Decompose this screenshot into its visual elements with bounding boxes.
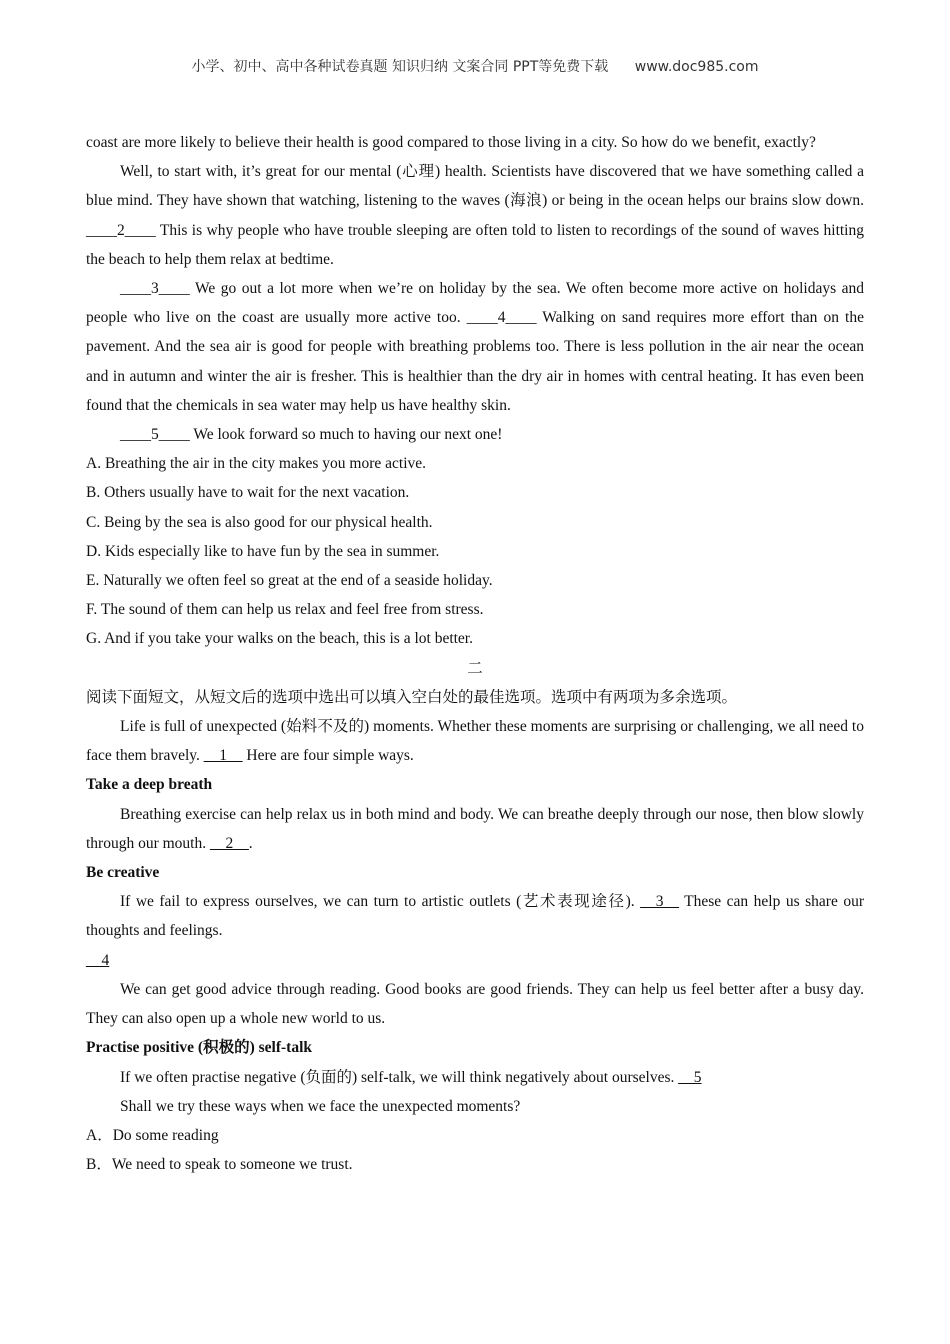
blank-3: __3__ (640, 893, 679, 911)
option-a: A. Breathing the air in the city makes you more active. (86, 455, 427, 473)
blank-5: __5 (678, 1068, 702, 1086)
option-2-b: B．We need to speak to someone we trust. (86, 1156, 353, 1174)
paragraph-breathing (86, 800, 864, 858)
header-text: 小学、初中、高中各种试卷真题 知识归纳 文案合同 PPT等免费下载 (191, 59, 609, 75)
intro-text: Life is full of unexpected (始料不及的) moments. Whether these moments are surprising or challenging, we all need to face them bravely. (86, 718, 864, 765)
blank-2: __2__ (210, 834, 249, 852)
option-c: C. Being by the sea is also good for our physical health. (86, 513, 433, 531)
heading-deep-breath: Take a deep breath (86, 776, 213, 794)
breathing-text: Breathing exercise can help relax us in both mind and body. We can breathe deeply through our nose, then blow slowly through our mouth. (86, 805, 864, 852)
breathing-text-end: . (248, 834, 253, 852)
paragraph-continued: coast are more likely to believe their health is good compared to those living in a city. So how do we benefit, exactly? (86, 134, 816, 151)
paragraph-mental-health: Well, to start with, it’s great for our mental (心理) health. Scientists have discovered that we have something called a blue mind. They have shown that watching, listening to the waves (海浪) or being in the ocean helps our brains slow down. ____2____ This is why people who have trouble sleeping are often told to listen to recordings of the sound of waves hitting the beach to help them relax at bedtime. (86, 163, 864, 268)
option-d: D. Kids especially like to have fun by the sea in summer. (86, 542, 440, 560)
heading-be-creative: Be creative (86, 864, 160, 882)
paragraph-self-talk (86, 1063, 864, 1092)
intro-text-end: Here are four simple ways. (242, 747, 414, 765)
document-body (86, 128, 864, 1179)
heading-self-talk: Practise positive (积极的) self-talk (86, 1039, 312, 1057)
header-website: www.doc985.com (634, 59, 759, 75)
section-instruction: 阅读下面短文，从短文后的选项中选出可以填入空白处的最佳选项。选项中有两项为多余选项。 (86, 688, 738, 706)
option-f: F. The sound of them can help us relax and feel free from stress. (86, 601, 484, 619)
passage-intro (86, 712, 864, 770)
paragraph-conclusion: ____5____ We look forward so much to having our next one! (120, 426, 503, 444)
page-header (0, 56, 950, 76)
paragraph-closing-question: Shall we try these ways when we face the unexpected moments? (120, 1097, 521, 1115)
blank-1: __1__ (203, 747, 243, 765)
paragraph-reading: We can get good advice through reading. Good books are good friends. They can help us feel better after a busy day. They can also open up a whole new world to us. (86, 980, 864, 1028)
creative-text-end: These can help us share our thoughts and feelings. (86, 893, 865, 940)
section-number: 二 (467, 659, 483, 677)
option-b: B. Others usually have to wait for the next vacation. (86, 484, 410, 502)
creative-text: If we fail to express ourselves, we can turn to artistic outlets (艺术表现途径). (120, 893, 641, 911)
paragraph-creative (86, 887, 864, 945)
self-talk-text: If we often practise negative (负面的) self-talk, we will think negatively about ourselves. (120, 1068, 679, 1086)
option-e: E. Naturally we often feel so great at the end of a seaside holiday. (86, 572, 493, 590)
blank-4: __4 (86, 951, 110, 969)
heading-blank-4 (86, 946, 864, 975)
paragraph-physical-health: ____3____ We go out a lot more when we’re on holiday by the sea. We often become more active on holidays and people who live on the coast are usually more active too. ____4____ Walking on sand requires more effort than on the pavement. And the sea air is good for people with breathing problems too. There is less pollution in the air near the ocean and in autumn and winter the air is fresher. This is healthier than the dry air in homes with central heating. It has even been found that the chemicals in sea water may help us have healthy skin. (86, 280, 864, 414)
option-g: G. And if you take your walks on the beach, this is a lot better. (86, 630, 473, 648)
option-2-a: A．Do some reading (86, 1126, 219, 1144)
